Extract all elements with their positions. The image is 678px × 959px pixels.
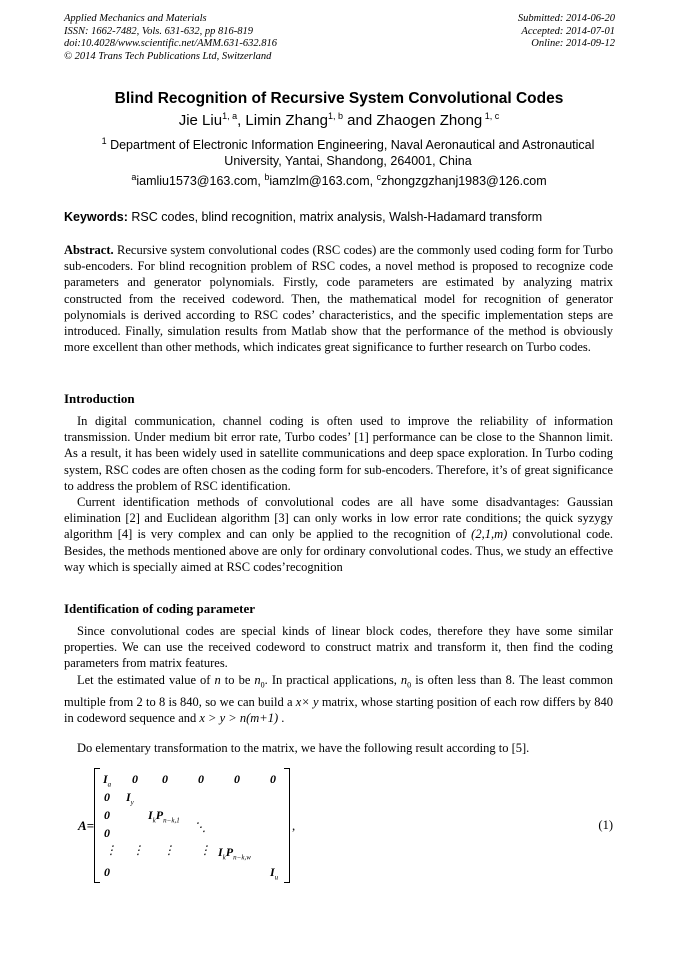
journal-header (64, 13, 277, 63)
journal-doi: doi:10.4028/www.scientific.net/AMM.631-632.816 (64, 38, 277, 49)
paragraph-text: convolutional code. Besides, the methods mentioned above are only for ordinary convolutional codes. Thus, we study an effective way which is specially aimed at RSC codes’recognition (64, 527, 613, 574)
affiliation (88, 137, 608, 169)
journal-copyright: © 2014 Trans Tech Publications Ltd, Switzerland (64, 50, 272, 62)
matrix-cell: $I_a$ (103, 772, 112, 789)
equation-label: A= (78, 818, 95, 833)
submitted-date: Submitted: 2014-06-20 (517, 13, 615, 24)
paragraph-text: matrix, whose starting position of each row differs by 840 in codeword sequence and (64, 694, 613, 725)
keywords-text: RSC codes, blind recognition, matrix analysis, Walsh-Hadamard transform (127, 210, 543, 224)
matrix-vertical-dots: ⋮ (199, 843, 211, 857)
matrix-vertical-dots: ⋮ (163, 843, 175, 857)
email: iamzlm@163.com, (269, 174, 377, 188)
matrix-right-bracket (284, 768, 290, 883)
inline-math: x > y > n(m+1) (199, 710, 279, 725)
email-marker: c (376, 171, 382, 182)
inline-math-subscript: 0 (260, 680, 265, 690)
author-emails (0, 171, 678, 188)
matrix-cell: 0 (104, 790, 110, 804)
ident-paragraph-1: Since convolutional codes are special kinds of linear block codes, therefore they have some similar properties. We can use the received codeword to construct matrix and transform it, then find the coding parameters from matrix features. (64, 624, 613, 671)
paragraph-text: . In practical applications, (264, 673, 401, 687)
abstract (64, 242, 613, 355)
email: zhongzgzhanj1983@126.com (381, 174, 547, 188)
author-separator: , (237, 112, 246, 129)
online-date: Online: 2014-09-12 (531, 38, 615, 49)
email: iamliu1573@163.com, (136, 174, 265, 188)
paper-title: Blind Recognition of Recursive System Convolutional Codes (114, 90, 564, 107)
accepted-date: Accepted: 2014-07-01 (521, 25, 615, 37)
author-list (0, 112, 678, 129)
matrix-cell: 0 (234, 772, 240, 786)
matrix-cell: 0 (162, 772, 168, 786)
inline-math: n (254, 673, 261, 687)
inline-math: (2,1,m) (471, 527, 508, 542)
matrix-equation (94, 768, 290, 883)
author-name: Limin Zhang (245, 112, 328, 129)
paragraph-text: to be (220, 673, 255, 687)
keywords (64, 210, 624, 224)
email-marker: a (131, 171, 137, 182)
matrix-cell: 0 (198, 772, 204, 786)
inline-math-subscript: 0 (407, 680, 412, 690)
matrix-vertical-dots: ⋮ (132, 843, 144, 857)
ident-paragraph-2 (64, 672, 613, 726)
author-affil-marker: 1, a (222, 111, 238, 121)
matrix-cell: 0 (104, 826, 110, 840)
author-name: Zhaogen Zhong (376, 112, 483, 129)
author-affil-marker: 1, c (482, 111, 500, 121)
journal-issn: ISSN: 1662-7482, Vols. 631-632, pp 816-819 (64, 25, 253, 37)
inline-math: x× y (295, 694, 322, 709)
matrix-cell: 0 (104, 808, 110, 822)
inline-math: n (400, 673, 408, 687)
intro-paragraph-2 (64, 494, 613, 575)
author-affil-marker: 1, b (327, 111, 343, 121)
matrix-vertical-dots: ⋮ (105, 843, 117, 857)
paragraph-text: Current identification methods of convolutional codes are all have some disadvantages: Gaussian elimination [2] and Euclidean algorithm [3] can only works in low error rate conditions; the quick syzygy algorithm [4] is very complex and can only be applied to the recognition of (64, 495, 613, 542)
matrix-cell: $I_kP_{n-k,w}$ (218, 845, 251, 862)
paragraph-text: . (278, 710, 285, 725)
matrix-cell: $I_kP_{n-k,1}$ (148, 808, 180, 825)
equation-number: (1) (598, 818, 613, 832)
section-heading-introduction: Introduction (64, 391, 135, 406)
equation-comma: , (292, 818, 296, 833)
intro-paragraph-1: In digital communication, channel coding is often used to improve the reliability of information transmission. Under medium bit error rate, Turbo codes’ [1] performance can be close to the Shannon limit. As a result, it has been widely used in satellite communications and deep space exploration. In Turbo coding system, RSC codes are often chosen as the coding form for sub-encoders. Therefore, it’s of great significance to address the problem of RSC identification. (64, 414, 613, 493)
author-name: Jie Liu (178, 112, 223, 129)
journal-name: Applied Mechanics and Materials (64, 13, 207, 24)
paragraph-text: is often less than 8. The least common multiple from 2 to 8 is 840, so we can build a (64, 673, 613, 709)
author-separator: and (342, 112, 377, 129)
keywords-label: Keywords: (64, 210, 128, 224)
matrix-cell: 0 (104, 865, 110, 879)
email-marker: b (264, 171, 270, 182)
matrix-cell: 0 (270, 772, 276, 786)
ident-paragraph-3: Do elementary transformation to the matrix, we have the following result according to [5]. (77, 741, 530, 755)
matrix-diagonal-dots: ⋱ (194, 820, 206, 834)
affil-text: Department of Electronic Information Engineering, Naval Aeronautical and Astronautical University, Yantai, Shandong, 264001, China (106, 138, 595, 168)
section-heading-identification: Identification of coding parameter (64, 601, 256, 616)
paragraph-text: Let the estimated value of (77, 673, 215, 687)
matrix-left-bracket (94, 768, 100, 883)
abstract-label: Abstract. (64, 243, 114, 257)
matrix-cell: 0 (132, 772, 138, 786)
matrix-cell: $I_u$ (270, 865, 279, 882)
matrix-cell: $I_y$ (126, 790, 134, 807)
inline-math: n (214, 673, 221, 687)
dates-header (518, 13, 615, 51)
abstract-text: Recursive system convolutional codes (RSC codes) are the commonly used coding form for Turbo sub-encoders. For blind recognition problem of RSC codes, a novel method is proposed to recognize code parameters and generator polynomials. Firstly, code parameters are estimated by analyzing matrix constructed from the received codeword. Then, the mathematical model for recognition of generator polynomials is derived according to RSC codes’ characteristics, and the specific implementation steps are introduced. Finally, simulation results from Matlab show that the performance of the method is obviously more excellent than other methods, which indicates great significance to further research on Turbo codes. (64, 243, 613, 355)
affil-marker: 1 (101, 135, 107, 146)
